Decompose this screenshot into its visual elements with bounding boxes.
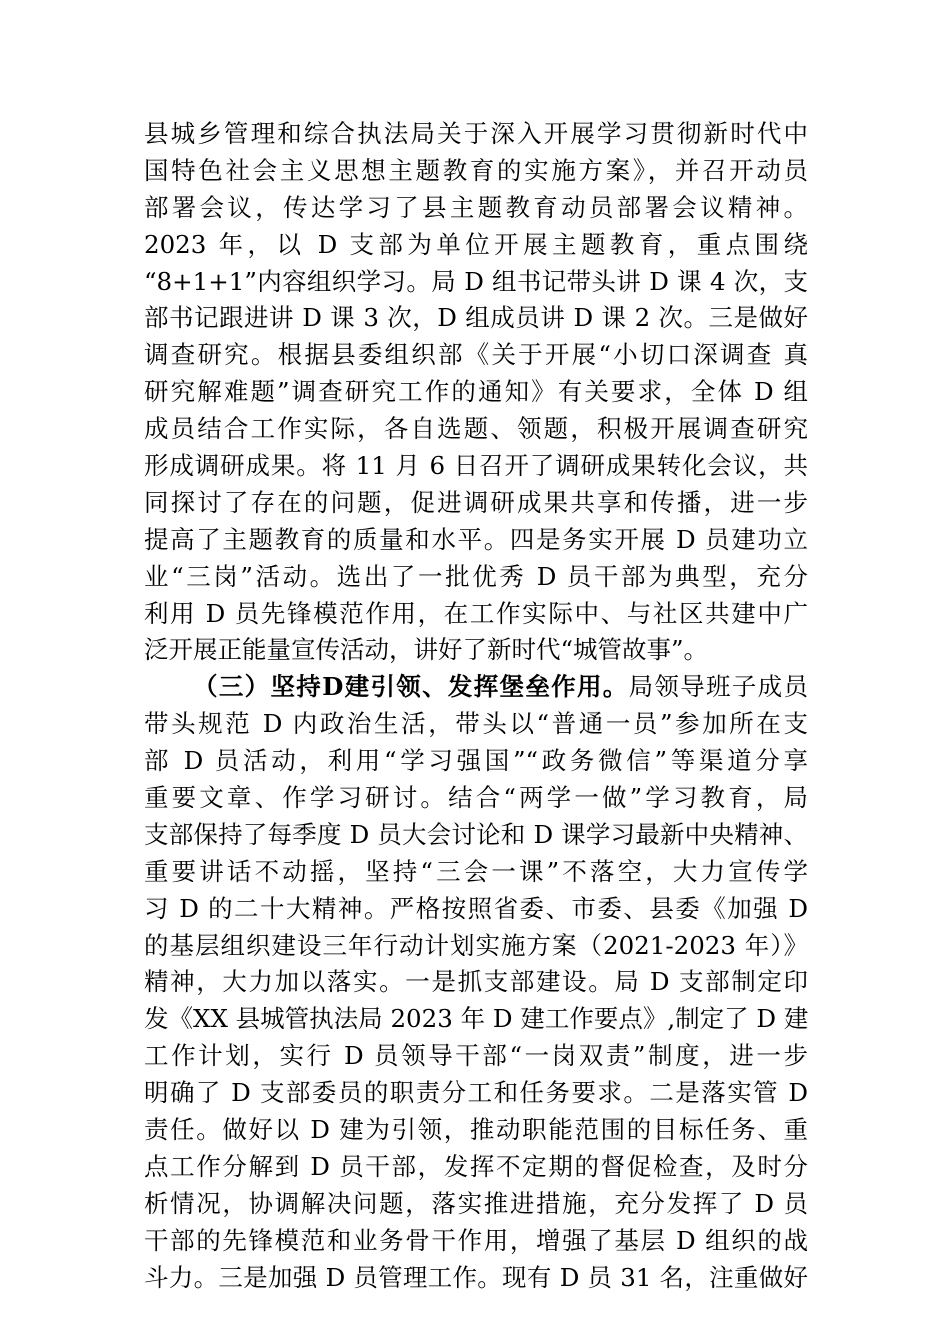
text-line: 带头规范 D 内政治生活，带头以“普通一员”参加所在支 (144, 709, 808, 739)
text-line: 斗力。三是加强 D 员管理工作。现有 D 员 31 名，注重做好 (144, 1262, 808, 1292)
text-line: 县城乡管理和综合执法局关于深入开展学习贯彻新时代中 (144, 119, 808, 148)
text-line: 国特色社会主义思想主题教育的实施方案》，并召开动员 (144, 155, 808, 185)
text-line: 析情况，协调解决问题，落实推进措施，充分发挥了 D 员 (144, 1188, 808, 1218)
text-line: 重要讲话不动摇，坚持“三会一课”不落空，大力宣传学 (144, 856, 808, 886)
text-line: 工作计划，实行 D 员领导干部“一岗双责”制度，进一步 (144, 1041, 808, 1071)
text-line: 部署会议，传达学习了县主题教育动员部署会议精神。 (144, 192, 808, 222)
text-line: 2023 年，以 D 支部为单位开展主题教育，重点围绕 (144, 229, 808, 259)
text-line: 业“三岗”活动。选出了一批优秀 D 员干部为典型，充分 (144, 561, 808, 591)
text-line: 发《XX 县城管执法局 2023 年 D 建工作要点》,制定了 D 建 (144, 1004, 808, 1034)
text-line: 精神，大力加以落实。一是抓支部建设。局 D 支部制定印 (144, 967, 808, 997)
text-line: “8+1+1”内容组织学习。局 D 组书记带头讲 D 课 4 次，支 (144, 266, 808, 296)
paragraph-1 (144, 116, 808, 669)
text-line: 明确了 D 支部委员的职责分工和任务要求。二是落实管 D (144, 1078, 808, 1108)
section-heading: （三）坚持D建引领、发挥堡垒作用。 (193, 672, 629, 702)
text-line: 重要文章、作学习研讨。结合“两学一做”学习教育，局 (144, 783, 808, 813)
text-line: 形成调研成果。将 11 月 6 日召开了调研成果转化会议，共 (144, 451, 808, 481)
text-line: 利用 D 员先锋模范作用，在工作实际中、与社区共建中广 (144, 598, 808, 628)
paragraph-2 (144, 669, 808, 1296)
body-text (144, 116, 808, 1297)
heading-line-rest: 局领导班子成员 (628, 672, 808, 702)
paragraph-2-first-line (144, 669, 808, 706)
text-line: 习 D 的二十大精神。严格按照省委、市委、县委《加强 D (144, 893, 808, 923)
text-line: 支部保持了每季度 D 员大会讨论和 D 课学习最新中央精神、 (144, 819, 808, 849)
text-line: 泛开展正能量宣传活动，讲好了新时代“城管故事”。 (144, 635, 709, 665)
text-line: 部 D 员活动，利用“学习强国”“政务微信”等渠道分享 (144, 746, 808, 776)
text-line: 点工作分解到 D 员干部，发挥不定期的督促检查，及时分 (144, 1151, 808, 1181)
text-line: 提高了主题教育的质量和水平。四是务实开展 D 员建功立 (144, 524, 808, 554)
text-line: 同探讨了存在的问题，促进调研成果共享和传播，进一步 (144, 487, 808, 517)
text-line: 研究解难题”调查研究工作的通知》有关要求，全体 D 组 (144, 377, 808, 407)
text-line: 责任。做好以 D 建为引领，推动职能范围的目标任务、重 (144, 1115, 808, 1145)
text-line: 调查研究。根据县委组织部《关于开展“小切口深调查 真 (144, 340, 808, 370)
text-line: 干部的先锋模范和业务骨干作用，增强了基层 D 组织的战 (144, 1225, 808, 1255)
text-line: 的基层组织建设三年行动计划实施方案（2021-2023 年）》 (144, 930, 808, 960)
text-line: 成员结合工作实际，各自选题、领题，积极开展调查研究 (144, 414, 808, 444)
text-line: 部书记跟进讲 D 课 3 次，D 组成员讲 D 课 2 次。三是做好 (144, 303, 808, 333)
